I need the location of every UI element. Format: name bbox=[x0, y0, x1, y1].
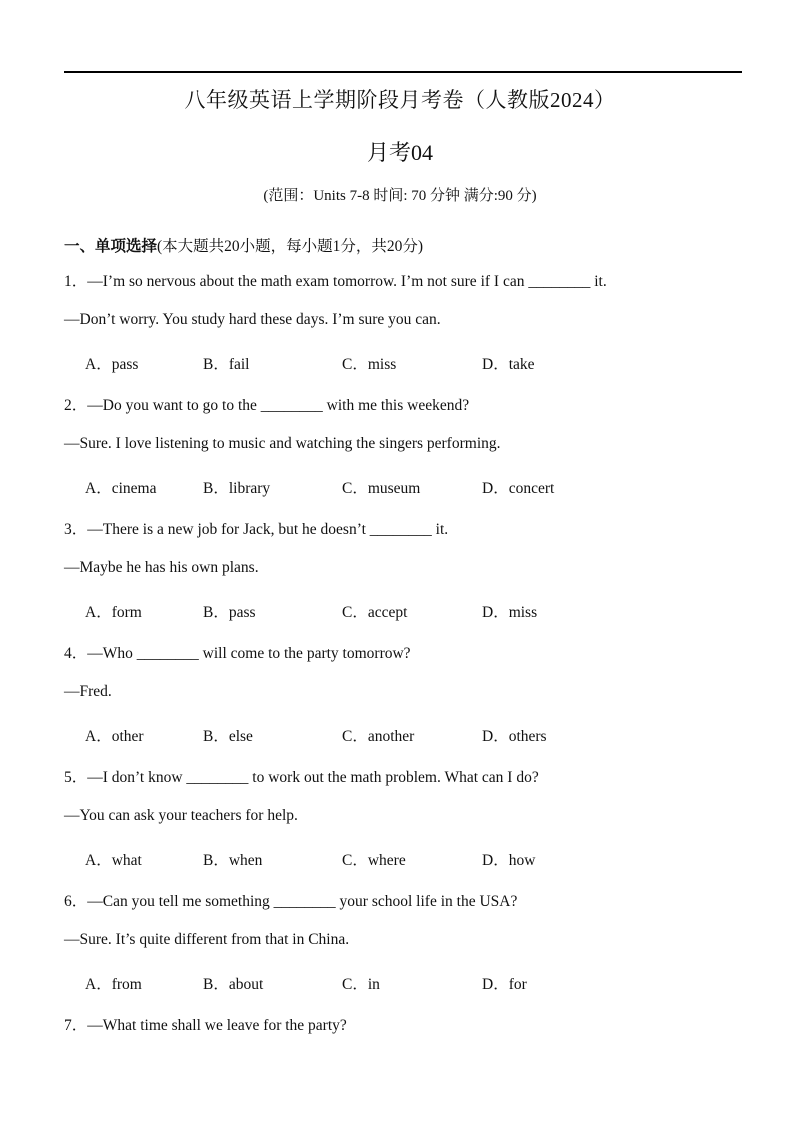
option-c: C．in bbox=[342, 976, 380, 993]
question-reply: —Fred. bbox=[64, 683, 112, 700]
question-number: 4． bbox=[64, 645, 88, 662]
option-d: D．how bbox=[482, 852, 536, 869]
option-d: D．concert bbox=[482, 480, 555, 497]
option-b: B．library bbox=[203, 480, 271, 497]
page-title: 八年级英语上学期阶段月考卷（人教版2024） bbox=[184, 88, 616, 112]
question-prompt bbox=[64, 269, 607, 291]
option-b: B．when bbox=[203, 852, 263, 869]
question-prompt bbox=[64, 517, 448, 539]
option-c: C．miss bbox=[342, 356, 397, 373]
option-c: C．another bbox=[342, 728, 415, 745]
question-text: —Do you want to go to the ________ with me this weekend? bbox=[87, 397, 470, 414]
question-text: —I’m so nervous about the math exam tomorrow. I’m not sure if I can ________ it. bbox=[87, 273, 607, 290]
question-prompt bbox=[64, 889, 517, 911]
question-text: —I don’t know ________ to work out the math problem. What can I do? bbox=[87, 769, 539, 786]
header-rule bbox=[64, 71, 742, 73]
question-text: —What time shall we leave for the party? bbox=[87, 1017, 347, 1034]
option-b: B．pass bbox=[203, 604, 256, 621]
option-b: B．else bbox=[203, 728, 253, 745]
option-b: B．about bbox=[203, 976, 264, 993]
question-prompt bbox=[64, 765, 539, 787]
question-prompt bbox=[64, 641, 411, 663]
exam-scope: (范围：Units 7-8 时间: 70 分钟 满分:90 分) bbox=[263, 188, 537, 204]
option-c: C．museum bbox=[342, 480, 421, 497]
section-heading bbox=[64, 234, 423, 256]
question-number: 1． bbox=[64, 273, 88, 290]
question-number: 2． bbox=[64, 397, 88, 414]
option-c: C．where bbox=[342, 852, 406, 869]
question-text: —There is a new job for Jack, but he doesn’t ________ it. bbox=[87, 521, 449, 538]
question-reply: —Sure. I love listening to music and watching the singers performing. bbox=[64, 435, 501, 452]
option-d: D．miss bbox=[482, 604, 538, 621]
page-subtitle: 月考04 bbox=[366, 140, 433, 165]
option-b: B．fail bbox=[203, 356, 250, 373]
option-d: D．take bbox=[482, 356, 535, 373]
question-reply: —Don’t worry. You study hard these days. I’m sure you can. bbox=[64, 311, 441, 328]
question-number: 6． bbox=[64, 893, 88, 910]
option-a: A．pass bbox=[85, 356, 139, 373]
option-a: A．form bbox=[85, 604, 142, 621]
question-text: —Can you tell me something ________ your school life in the USA? bbox=[87, 893, 518, 910]
option-a: A．what bbox=[85, 852, 142, 869]
question-reply: —Maybe he has his own plans. bbox=[64, 559, 259, 576]
question-number: 7． bbox=[64, 1017, 88, 1034]
section-note: (本大题共20小题，每小题1分，共20分) bbox=[157, 238, 424, 255]
question-reply: —Sure. It’s quite different from that in China. bbox=[64, 931, 350, 948]
question-prompt bbox=[64, 393, 469, 415]
option-a: A．other bbox=[85, 728, 144, 745]
option-c: C．accept bbox=[342, 604, 408, 621]
option-a: A．from bbox=[85, 976, 142, 993]
section-title: 一、单项选择 bbox=[64, 238, 158, 255]
question-prompt bbox=[64, 1013, 347, 1035]
question-number: 3． bbox=[64, 521, 88, 538]
option-d: D．others bbox=[482, 728, 547, 745]
option-a: A．cinema bbox=[85, 480, 157, 497]
question-number: 5． bbox=[64, 769, 88, 786]
question-text: —Who ________ will come to the party tomorrow? bbox=[87, 645, 411, 662]
question-reply: —You can ask your teachers for help. bbox=[64, 807, 298, 824]
option-d: D．for bbox=[482, 976, 527, 993]
